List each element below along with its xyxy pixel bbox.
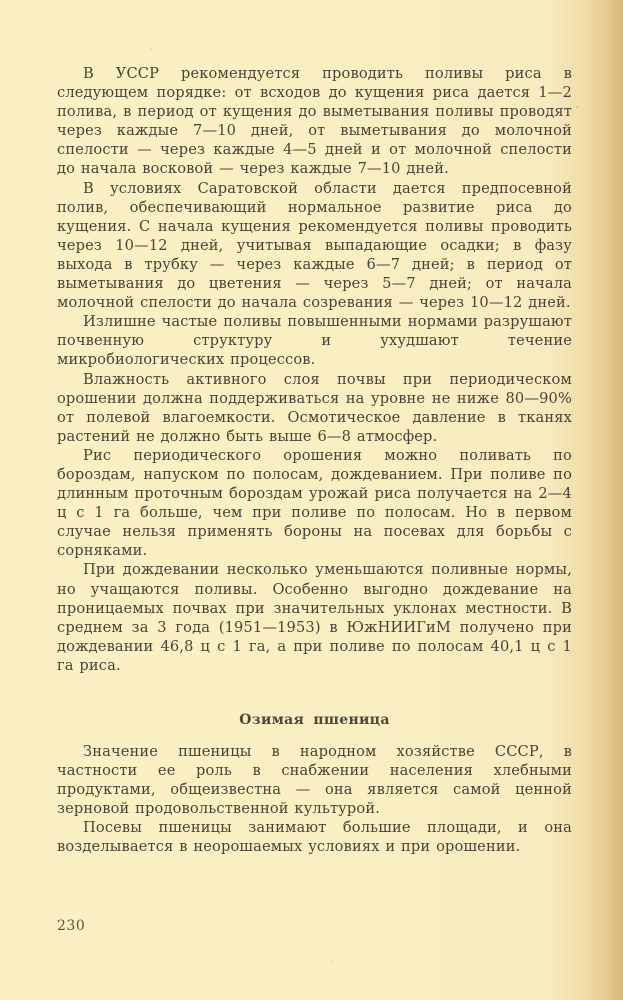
- page-number: 230: [57, 918, 86, 934]
- paragraph-soil-moisture: Влажность активного слоя почвы при периодическом орошении должна поддерживаться на уровне не ниже 80—90% от полевой влагоемкости. Осмотическое давление в тканях растений не должно быть выше 6—8 атмосфер.: [57, 370, 572, 445]
- paper-speck: [150, 48, 152, 50]
- paragraph-wheat-importance: Значение пшеницы в народном хозяйстве СССР, в частности ее роль в снабжении населения хлебными продуктами, общеизвестна — она является самой ценной зерновой продовольственной культурой.: [57, 743, 572, 818]
- paragraph-excess-watering: Излишне частые поливы повышенными нормами разрушают почвенную структуру и ухудшают течение микробиологических процессов.: [57, 313, 572, 369]
- paragraph-ussr-rice-irrigation: В УССР рекомендуется проводить поливы риса в следующем порядке: от всходов до кущения риса дается 1—2 полива, в период от кущения до выметывания поливы проводят через каждые 7—10 дней, от выметывания до молочной спелости — через каждые 4—5 дней и от молочной спелости до начала восковой — через каждые 7—10 дней.: [57, 65, 572, 178]
- paper-speck: [330, 960, 332, 962]
- paragraph-irrigation-methods: Рис периодического орошения можно поливать по бороздам, напуском по полосам, дождеванием. При поливе по длинным проточным бороздам урожай риса получается на 2—4 ц с 1 га больше, чем при поливе по полосам. Но в первом случае нельзя применять бороны на посевах для борьбы с сорняками.: [57, 446, 572, 560]
- paragraph-sprinkling: При дождевании несколько уменьшаются поливные нормы, но учащаются поливы. Особенно выгодно дождевание на проницаемых почвах при значительных уклонах местности. В среднем за 3 года (1951—1953) в ЮжНИИГиМ получено при дождевании 46,8 ц с 1 га, а при поливе по полосам 40,1 ц с 1 га риса.: [57, 561, 572, 674]
- paper-speck: [576, 106, 578, 108]
- paragraph-wheat-cultivation: Посевы пшеницы занимают большие площади, и она возделывается в неорошаемых условиях и при орошении.: [57, 819, 572, 856]
- section-heading: Озимая пшеница: [239, 712, 390, 728]
- paragraph-saratov-irrigation: В условиях Саратовской области дается предпосевной полив, обеспечивающий нормальное развитие риса до кущения. С начала кущения рекомендуется поливы проводить через 10—12 дней, учитывая выпадающие осадки; в фазу выхода в трубку — через каждые 6—7 дней; в период от выметывания до цветения — через 5—7 дней; от начала молочной спелости до начала созревания — через 10—12 дней.: [57, 179, 572, 312]
- book-page-body: [57, 64, 572, 857]
